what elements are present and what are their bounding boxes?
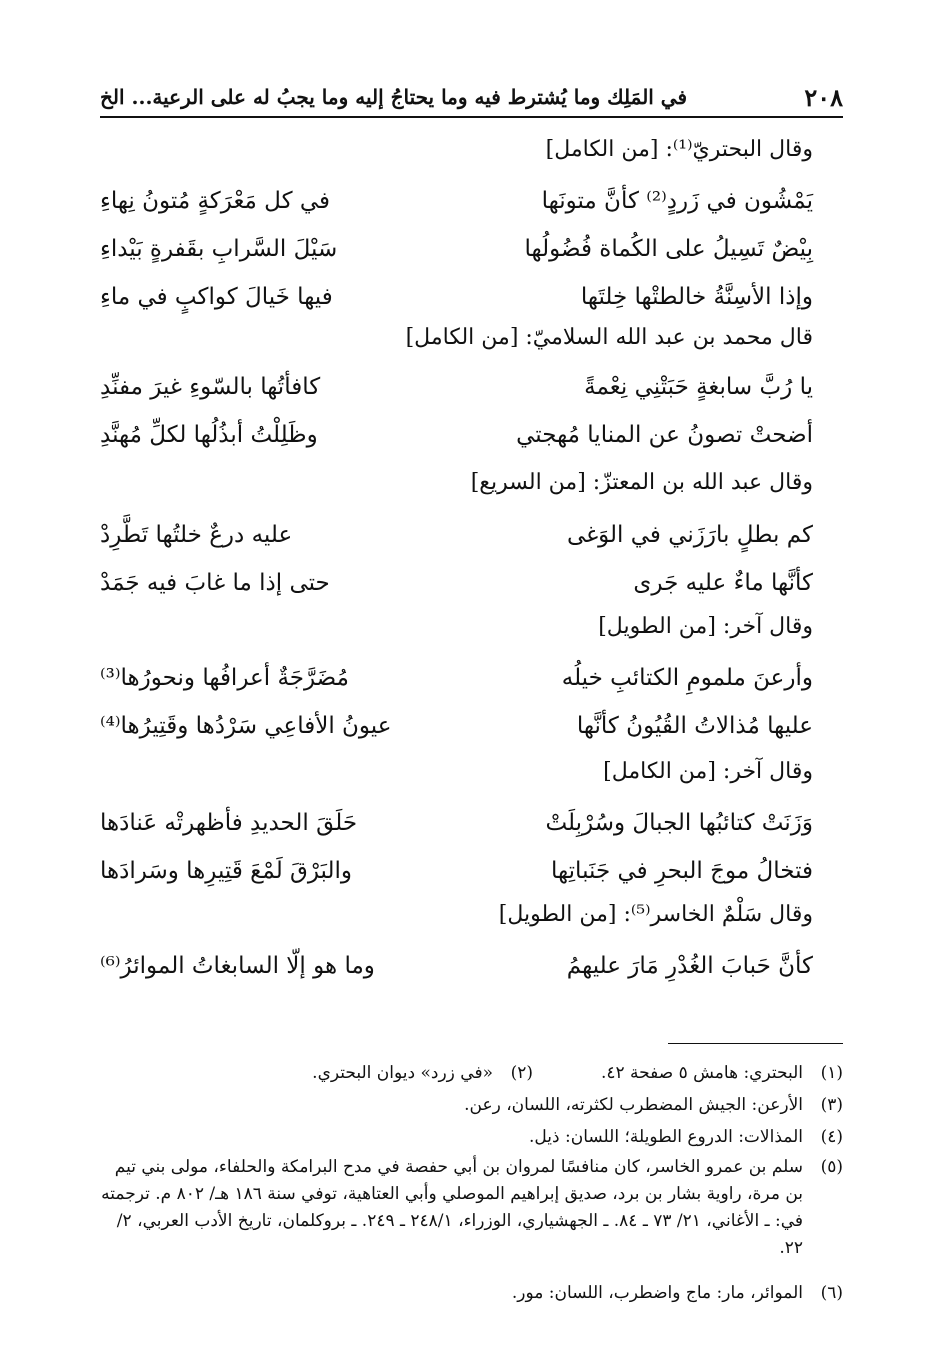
poem-section <box>100 318 813 358</box>
verse-first-hemistich: فتخالُ موجَ البحرِ في جَنَباتِها <box>551 858 813 884</box>
verse-second-hemistich: سَيْلَ السَّرابِ بقَفرةٍ بَيْداءِ <box>100 236 338 262</box>
verse-line <box>100 847 813 895</box>
footnote-row <box>100 1060 843 1086</box>
footnote-number: (٥) <box>820 1157 843 1177</box>
poem-verses <box>100 654 813 750</box>
footnote-text: الموائر، مار: ماج واضطرب، اللسان: مور. <box>511 1283 803 1303</box>
poem-section <box>100 130 813 170</box>
verse-first-hemistich: كم بطلٍ بارَزَني في الوَغى <box>566 522 813 548</box>
footnote-row <box>100 1092 843 1118</box>
poem-intro: وقال البحتريّ⁽¹⁾: [من الكامل] <box>545 137 813 162</box>
footnote-text: المذالات: الدروع الطويلة؛ اللسان: ذيل. <box>529 1127 803 1147</box>
footnote-row <box>100 1280 843 1306</box>
poem-intro: وقال سَلْمٌ الخاسر⁽⁵⁾: [من الطويل] <box>498 902 813 927</box>
verse-second-hemistich: وظَلِلْتُ أبذُلُها لكلِّ مُهنَّدِ <box>100 422 318 448</box>
footnote-row <box>100 1124 843 1150</box>
verse-second-hemistich: والبَرْقَ لَمْعَ قَتِيرِها وسَرادَها <box>100 858 353 884</box>
verse-second-hemistich: مُضَرَّجَةٌ أعرافُها ونحورُها⁽³⁾ <box>100 665 349 691</box>
page-number: ٢٠٨ <box>804 82 843 112</box>
verse-line <box>100 177 813 225</box>
verse-second-hemistich: في كل مَعْرَكةٍ مُتونُ نِهاءِ <box>100 188 331 214</box>
poem-intro: وقال آخر: [من الطويل] <box>598 614 813 639</box>
poem-intro: وقال آخر: [من الكامل] <box>603 759 813 784</box>
verse-second-hemistich: فيها خَيالَ كواكبٍ في ماءِ <box>100 284 333 310</box>
verse-line <box>100 273 813 321</box>
verse-first-hemistich: وأرعنَ ملمومِ الكتائبِ خيلُه <box>561 665 813 691</box>
poem-section <box>100 607 813 647</box>
poem-intro: قال محمد بن عبد الله السلاميّ: [من الكامل] <box>405 325 813 350</box>
verse-line <box>100 225 813 273</box>
verse-first-hemistich: كأنَّ حَبابَ الغُدْرِ مَارَ عليهمُ <box>566 953 813 979</box>
footnote-number: (٤) <box>820 1127 843 1147</box>
poem-verses <box>100 511 813 607</box>
footnote-text: البحتري: هامش ٥ صفحة ٤٢. <box>600 1063 803 1083</box>
verse-line <box>100 942 813 990</box>
verse-line <box>100 411 813 459</box>
footnote-number: (١) <box>820 1063 843 1083</box>
verse-second-hemistich: حتى إذا ما غابَ فيه جَمَدْ <box>100 570 330 596</box>
footnote-number: (٢) <box>510 1063 533 1083</box>
footnote-number: (٦) <box>820 1283 843 1303</box>
poem-verses <box>100 177 813 321</box>
poem-section <box>100 463 813 503</box>
footnote-row <box>100 1154 843 1262</box>
verse-line <box>100 799 813 847</box>
verse-second-hemistich: حَلَقَ الحديدِ فأظهرتْه عَنادَها <box>100 810 358 836</box>
footnote-number: (٣) <box>820 1095 843 1115</box>
page-header <box>100 78 843 118</box>
verse-first-hemistich: أضحتْ تصونُ عن المنايا مُهجتي <box>516 422 813 448</box>
poem-verses <box>100 363 813 459</box>
footnote-separator <box>668 1043 843 1044</box>
verse-line <box>100 511 813 559</box>
running-title: في المَلِك وما يُشترط فيه وما يحتاجُ إليه وما يجبُ له على الرعية... الخ <box>100 85 688 109</box>
footnote-text: سلم بن عمرو الخاسر، كان منافسًا لمروان بن أبي حفصة في مدح البرامكة والحلفاء، مولى بني تيم بن مرة، راوية بشار بن برد، صديق إبراهيم الموصلي وأبي العتاهية، توفي سنة ١٨٦ هـ/ ٨٠٢ م. ترجمته في: ـ الأغاني، ٢١/ ٧٣ ـ ٨٤. ـ الجهشياري، الوزراء، ٢٤٨/١ ـ ٢٤٩. ـ بروكلمان، تاريخ الأدب العربي، ٢/ ٢٢. <box>101 1157 803 1258</box>
verse-second-hemistich: كافأتُها بالسّوءِ غيرَ مفنِّدِ <box>100 374 321 400</box>
verse-line <box>100 702 813 750</box>
verse-line <box>100 654 813 702</box>
verse-line <box>100 363 813 411</box>
verse-first-hemistich: بِيْضٌ تَسِيلُ على الكُماة فُضُولُها <box>524 236 813 262</box>
poem-section <box>100 752 813 792</box>
poem-intro: وقال عبد الله بن المعتزّ: [من السريع] <box>470 470 813 495</box>
footnote-text: «في زرد» ديوان البحتري. <box>312 1063 493 1083</box>
verse-first-hemistich: كأنَّها ماءٌ عليه جَرى <box>633 570 813 596</box>
poem-section <box>100 895 813 935</box>
poem-verses <box>100 799 813 895</box>
verse-line <box>100 559 813 607</box>
verse-first-hemistich: وَزَنَتْ كتائبُها الجبالَ وسُرْبِلَتْ <box>545 810 813 836</box>
verse-second-hemistich: وما هو إلّا السابغاتُ الموائرُ⁽⁶⁾ <box>100 953 375 979</box>
verse-second-hemistich: عليه درعٌ خلتُها تَطَّرِدْ <box>100 522 293 548</box>
verse-first-hemistich: يا رُبَّ سابغةٍ حَبَتْنِي نِعْمةً <box>584 374 813 400</box>
verse-second-hemistich: عيونُ الأفاعِي سَرْدُها وقَتِيرُها⁽⁴⁾ <box>100 713 392 739</box>
poem-verses <box>100 942 813 990</box>
verse-first-hemistich: يَمْشُون في زَردٍ⁽²⁾ كأنَّ متونَها <box>541 188 813 214</box>
verse-first-hemistich: وإذا الأسِنَّةُ خالطتْها خِلتَها <box>580 284 813 310</box>
verse-first-hemistich: عليها مُذالاتُ القُيُونُ كأنَّها <box>576 713 813 739</box>
footnote-text: الأرعن: الجيش المضطرب لكثرته، اللسان، رعن. <box>464 1095 803 1115</box>
